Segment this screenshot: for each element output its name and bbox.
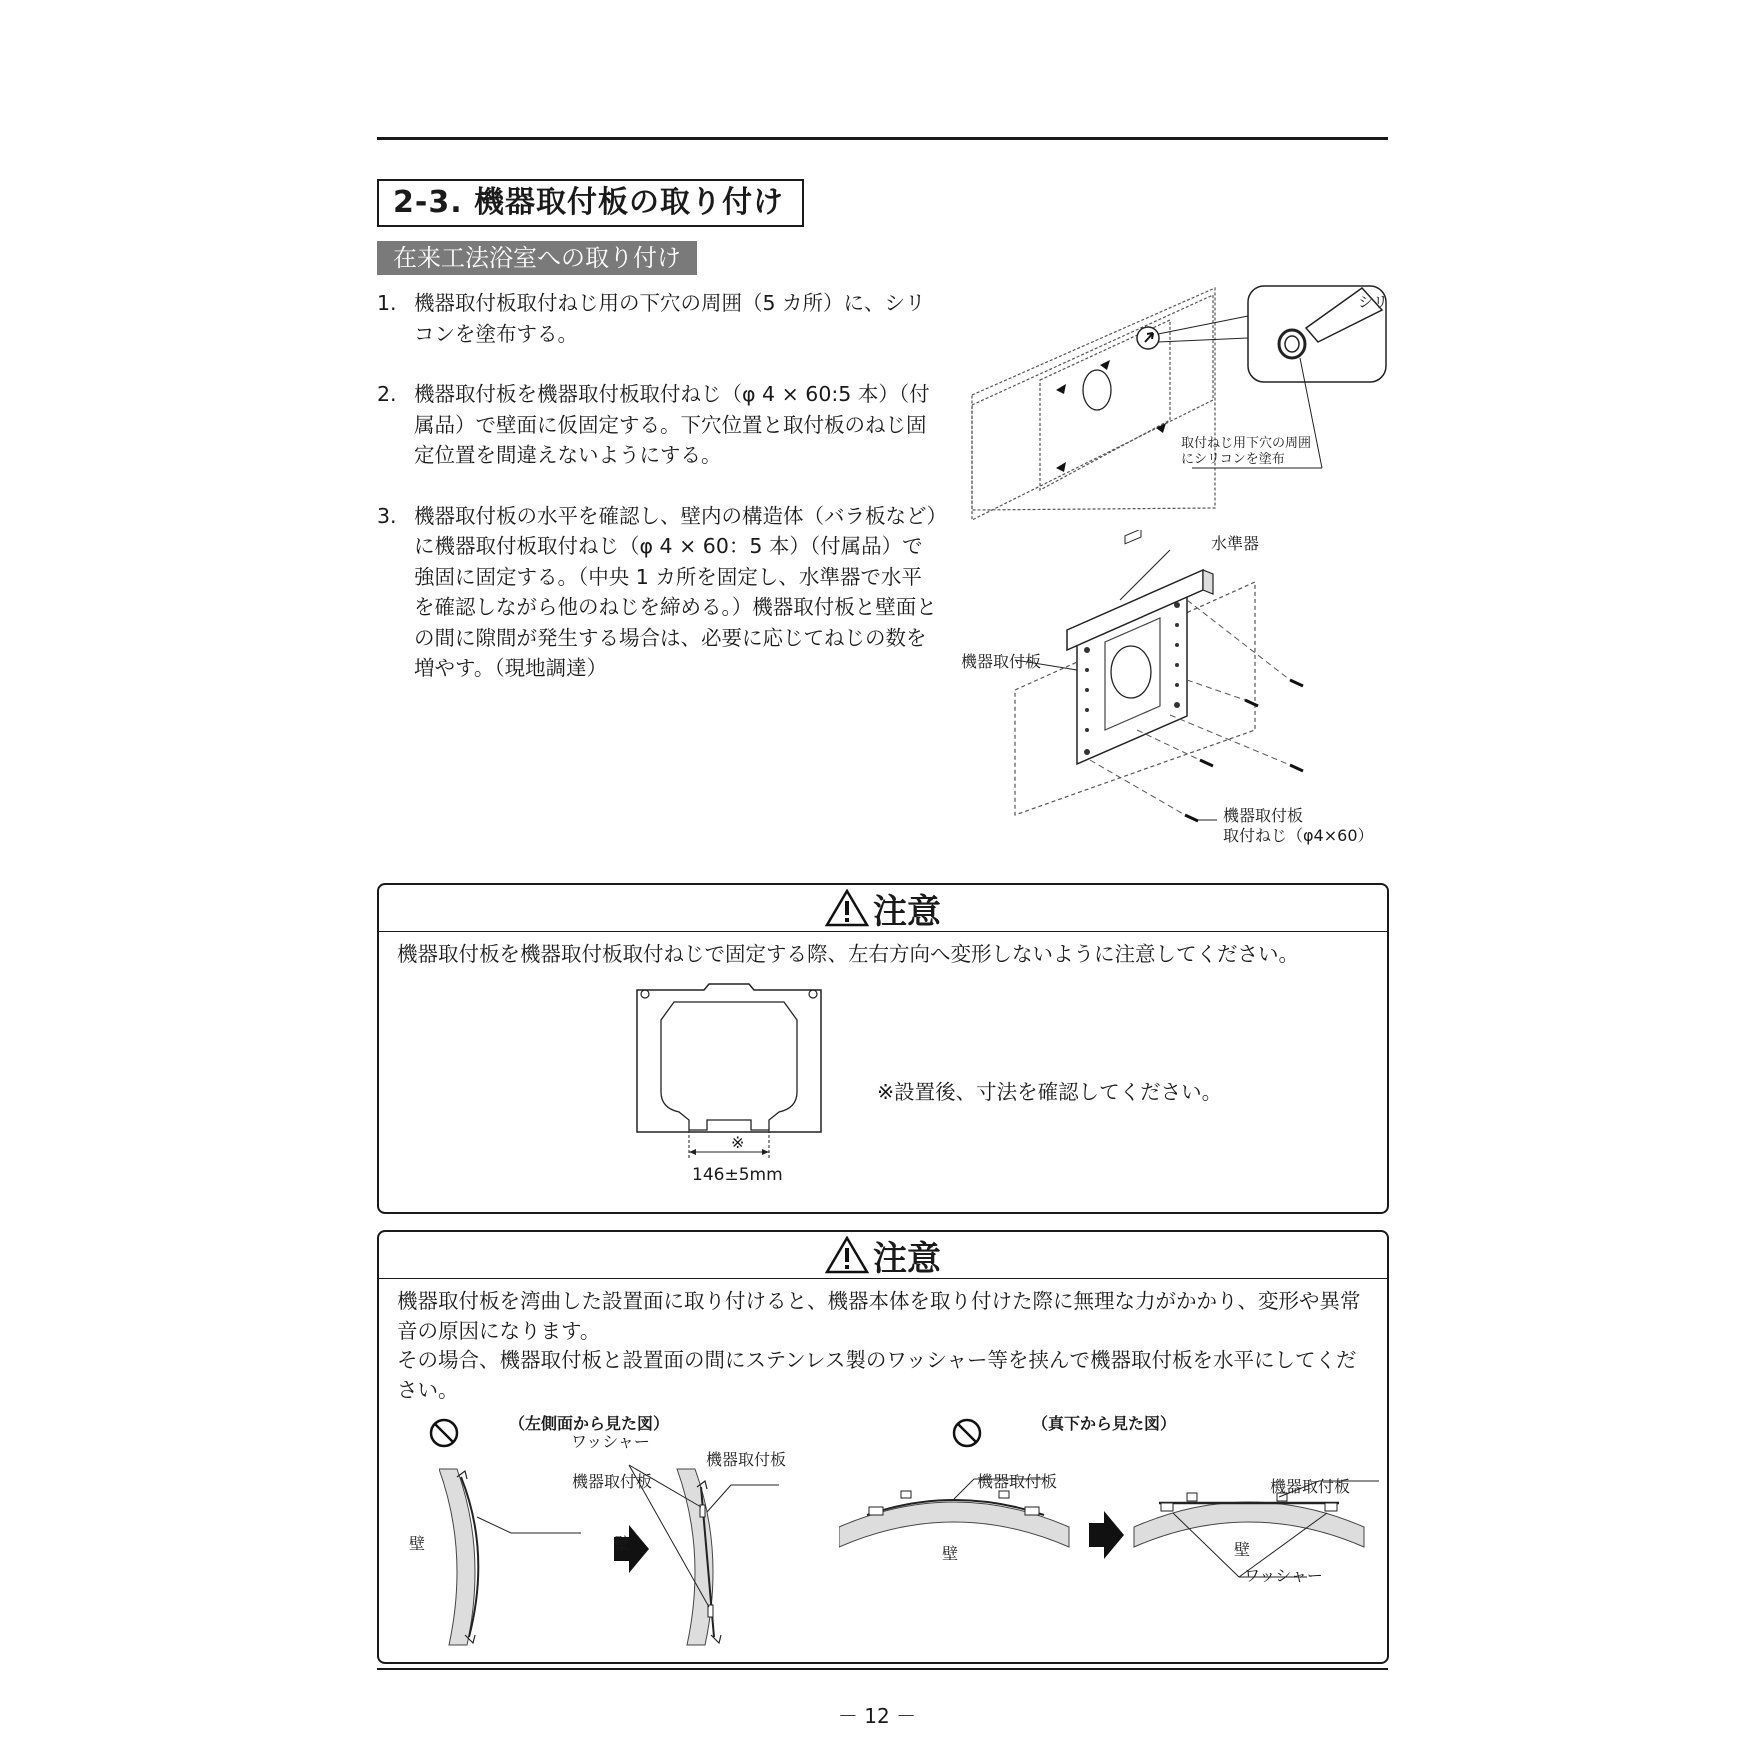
wall-label-left-1: 壁	[409, 1534, 426, 1553]
wall-label-bottom-1: 壁	[942, 1544, 959, 1563]
caution-box-2	[377, 1230, 1389, 1664]
caution-title: 注意	[873, 891, 941, 932]
silicone-callout-line1: 取付ねじ用下穴の周囲	[1181, 436, 1312, 451]
step-text: 機器取付板を機器取付板取付ねじ（φ 4 × 60:5 本）（付属品）で壁面に仮固定する。下穴位置と取付板のねじ固定位置を間違えないようにする。	[414, 382, 930, 467]
silicone-callout	[1181, 436, 1311, 468]
screw-label-line2: 取付ねじ（φ4×60）	[1223, 826, 1374, 845]
caution-text-2: その場合、機器取付板と設置面の間にステンレス製のワッシャー等を挟んで機器取付板を水平にしてください。	[397, 1348, 1357, 1402]
dimension-note: ※設置後、寸法を確認してください。	[877, 1080, 1223, 1104]
plate-label-bottom-1: 機器取付板	[977, 1472, 1058, 1491]
mounting-diagram	[955, 530, 1385, 845]
bottom-view-label: （真下から見た図）	[1032, 1414, 1177, 1433]
mounting-figure	[955, 530, 1385, 849]
prohibited-icon	[429, 1418, 459, 1448]
subheading: 在来工法浴室への取り付け	[377, 241, 697, 275]
washer-label-bottom: ワッシャー	[1244, 1566, 1323, 1585]
silicone-figure	[970, 280, 1390, 534]
screw-label	[1223, 806, 1374, 846]
plate-label: 機器取付板	[961, 652, 1042, 671]
step-2	[377, 379, 942, 471]
step-text: 機器取付板取付ねじ用の下穴の周囲（5 カ所）に、シリコンを塗布する。	[414, 291, 926, 346]
wall-label-left-2: 壁	[614, 1534, 631, 1553]
prohibited-icon	[952, 1418, 982, 1448]
step-number: 2.	[377, 382, 397, 406]
page-number: － 12 －	[837, 1704, 917, 1728]
caution-text: 機器取付板を機器取付板取付ねじで固定する際、左右方向へ変形しないように注意してください。	[397, 942, 1299, 966]
step-number: 3.	[377, 503, 397, 528]
warning-triangle-icon	[825, 1236, 869, 1274]
silicone-diagram	[970, 280, 1390, 530]
step-1	[377, 288, 942, 349]
left-view-label: （左側面から見た図）	[509, 1414, 670, 1433]
step-text: 機器取付板の水平を確認し、壁内の構造体（バラ板など）に機器取付板取付ねじ（φ 4 × 60：5 本）（付属品）で強固に固定する。（中央 1 カ所を固定し、水準器で水平を確認しながら他のねじを締める。）機器取付板と壁面との間に隙間が発生する場合は、必要に応じてねじの数を増やす。（現地調達）	[414, 503, 937, 680]
step-number: 1.	[377, 291, 397, 315]
plate-label-left-2: 機器取付板	[706, 1450, 787, 1469]
dimension-value: 146±5mm	[692, 1165, 783, 1185]
caution-header	[379, 1232, 1387, 1279]
plate-label-left-1: 機器取付板	[572, 1472, 653, 1491]
section-title: 2-3. 機器取付板の取り付け	[377, 179, 804, 227]
level-label: 水準器	[1211, 534, 1260, 553]
dimension-mark: ※	[731, 1133, 745, 1152]
caution-text-1: 機器取付板を湾曲した設置面に取り付けると、機器本体を取り付けた際に無理な力がかかり、変形や異常音の原因になります。	[397, 1289, 1361, 1343]
caution-title: 注意	[873, 1238, 941, 1279]
caution-box-1	[377, 883, 1389, 1214]
silicone-tube-label: シリ	[1358, 293, 1389, 311]
steps-list	[377, 288, 942, 714]
washer-label-left: ワッシャー	[571, 1432, 650, 1451]
caution-header	[379, 885, 1387, 932]
top-rule	[377, 137, 1388, 140]
bottom-rule	[377, 1668, 1388, 1670]
screw-label-line1: 機器取付板	[1223, 806, 1304, 825]
plate-label-bottom-2: 機器取付板	[1270, 1477, 1351, 1496]
silicone-callout-line2: にシリコンを塗布	[1181, 452, 1285, 467]
wall-label-bottom-2: 壁	[1234, 1540, 1251, 1559]
warning-triangle-icon	[825, 889, 869, 927]
step-3	[377, 501, 942, 684]
